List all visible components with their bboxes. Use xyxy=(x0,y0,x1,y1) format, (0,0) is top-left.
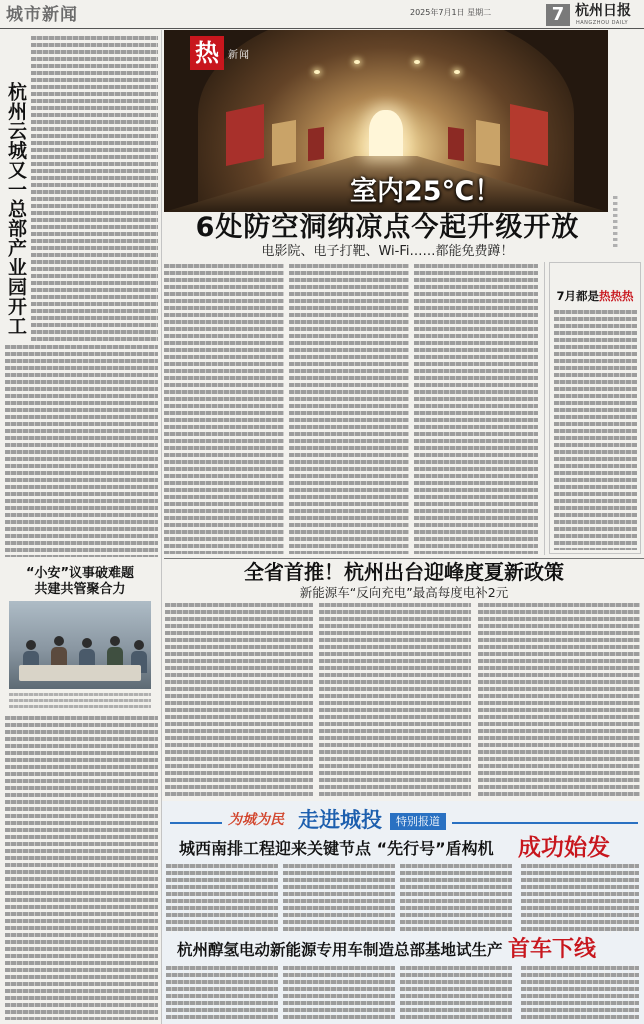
article-body-yuncheng xyxy=(31,36,158,342)
person-head xyxy=(26,640,36,650)
exhibit-panel xyxy=(226,104,264,166)
photo-overlay-temperature: 室内25℃！ xyxy=(350,176,502,207)
person-head xyxy=(82,638,92,648)
headline-shield-machine: 城西南排工程迎来关键节点 “先行号”盾构机 xyxy=(179,839,494,858)
exhibit-panel xyxy=(448,127,464,161)
person-head xyxy=(134,640,144,650)
related-box-title xyxy=(549,289,641,303)
article-title-yuncheng: 杭州云城又一总部产业园开工 xyxy=(5,82,27,336)
person-head xyxy=(110,636,120,646)
article-body-xiaoan xyxy=(5,716,158,1020)
headline-hydrogen-truck: 杭州醇氢电动新能源专用车制造总部基地试生产 xyxy=(177,941,503,959)
article-title-xiaoan-line2: 共建共管聚合力 xyxy=(34,582,126,597)
section-title: 城市新闻 xyxy=(6,5,78,25)
section-rule xyxy=(164,558,644,559)
page-number: 7 xyxy=(546,4,570,26)
paper-logo: 杭州日报 xyxy=(575,3,631,19)
article-body-shelters xyxy=(289,264,409,554)
person-head xyxy=(54,636,64,646)
article-body-policy xyxy=(478,603,640,796)
headline-hydrogen-truck-highlight: 首车下线 xyxy=(508,937,597,962)
article-body-hydrogen-truck xyxy=(521,966,639,1020)
exhibit-panel xyxy=(510,104,548,166)
photo-credit xyxy=(613,196,618,248)
banner-line-right xyxy=(452,822,638,824)
special-report-tag: 特别报道 xyxy=(390,813,446,830)
tunnel-exit-light xyxy=(369,110,403,156)
ceiling-lamp xyxy=(454,70,460,74)
article-body-policy xyxy=(319,603,471,796)
article-body-policy xyxy=(165,603,313,796)
ceiling-lamp xyxy=(314,70,320,74)
article-body-hydrogen-truck xyxy=(400,966,512,1020)
meeting-table xyxy=(19,665,141,681)
special-report-banner: 走进城投 xyxy=(298,808,382,832)
exhibit-panel xyxy=(308,127,324,161)
photo-caption xyxy=(9,693,151,708)
paper-logo-en: HANGZHOU DAILY xyxy=(576,20,628,26)
article-body-yuncheng-cont xyxy=(5,345,158,557)
exhibit-panel xyxy=(476,120,500,166)
special-report-logo: 为城为民 xyxy=(228,812,284,828)
headline-shield-machine-highlight: 成功始发 xyxy=(518,835,610,861)
headline-summer-policy: 全省首推！杭州出台迎峰度夏新政策 xyxy=(244,560,564,584)
article-body-hydrogen-truck xyxy=(283,966,395,1020)
subheadline-summer-policy: 新能源车“反向充电”最高每度电补2元 xyxy=(299,585,509,600)
article-body-shelters xyxy=(414,264,538,554)
banner-line-left xyxy=(170,822,222,824)
article-title-xiaoan-line1: “小安”议事破难题 xyxy=(25,566,135,581)
article-body-shield-machine xyxy=(400,864,512,934)
article-body-hydrogen-truck xyxy=(166,966,278,1020)
ceiling-lamp xyxy=(354,60,360,64)
related-title-prefix: 7月都是 xyxy=(556,289,599,303)
headline-shelters: 6处防空洞纳凉点今起升级开放 xyxy=(195,212,580,243)
article-body-shield-machine xyxy=(283,864,395,934)
exhibit-panel xyxy=(272,120,296,166)
ceiling-lamp xyxy=(414,60,420,64)
hot-news-label: 新闻 xyxy=(228,50,250,61)
issue-date: 2025年7月1日 星期二 xyxy=(410,8,492,17)
article-body-shelters xyxy=(164,264,284,554)
article-body-shield-machine xyxy=(521,864,639,934)
related-title-highlight: 热热热 xyxy=(599,289,634,303)
column-divider xyxy=(544,262,545,555)
article-body-shield-machine xyxy=(166,864,278,934)
community-meeting-photo xyxy=(9,601,151,689)
related-box-body xyxy=(554,310,637,550)
subheadline-shelters: 电影院、电子打靶、Wi-Fi……都能免费蹲！ xyxy=(261,244,514,259)
header-rule xyxy=(0,28,644,29)
hot-news-badge: 热 xyxy=(190,36,224,70)
